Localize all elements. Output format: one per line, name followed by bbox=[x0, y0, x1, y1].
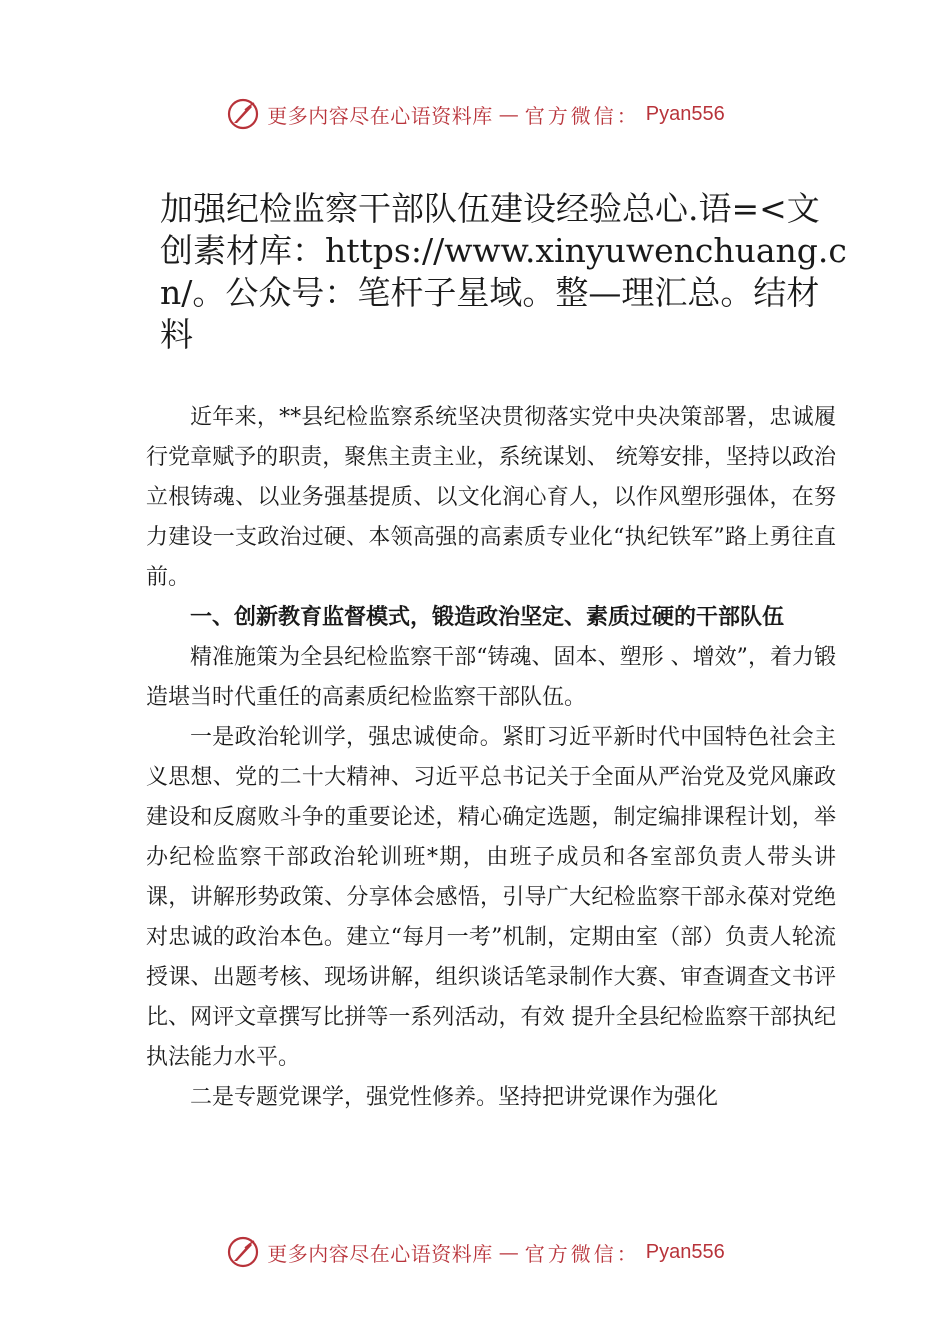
quill-circle-logo-icon bbox=[225, 96, 261, 132]
document-title: 加强纪检监察干部队伍建设经验总心.语=<文创素材库：https://www.xinyuwenchuang.cn/。公众号：笔杆子星域。整—理汇总。结材料 bbox=[160, 189, 847, 354]
banner-text: 更多内容尽在心语资料库 bbox=[267, 103, 493, 128]
banner-dash: — bbox=[498, 102, 519, 126]
paragraph-point-2: 二是专题党课学，强党性修养。坚持把讲党课作为强化 bbox=[190, 1085, 719, 1110]
banner-wechat-id: Pyan556 bbox=[645, 1240, 725, 1263]
paragraph-section-1-summary: 精准施策为全县纪检监察干部“铸魂、固本、塑形 、增效”，着力锻造堪当时代重任的高素质纪检监察干部队伍。 bbox=[146, 645, 836, 710]
header-watermark-banner bbox=[0, 94, 950, 134]
banner-wechat-label: 官方微信： bbox=[524, 1241, 640, 1266]
document-body bbox=[146, 398, 836, 1118]
banner-dash: — bbox=[498, 1240, 519, 1264]
banner-wechat-label: 官方微信： bbox=[524, 103, 640, 128]
banner-wechat-id: Pyan556 bbox=[645, 102, 725, 125]
banner-text: 更多内容尽在心语资料库 bbox=[267, 1241, 493, 1266]
footer-watermark-banner bbox=[0, 1232, 950, 1272]
paragraph-intro: 近年来，**县纪检监察系统坚决贯彻落实党中央决策部署，忠诚履行党章赋予的职责，聚焦主责主业，系统谋划、 统筹安排，坚持以政治立根铸魂、以业务强基提质、以文化润心育人，以作风塑形强体，在努力建设一支政治过硬、本领高强的高素质专业化“执纪铁军”路上勇往直前。 bbox=[146, 405, 836, 590]
paragraph-point-1: 一是政治轮训学，强忠诚使命。紧盯习近平新时代中国特色社会主义思想、党的二十大精神、习近平总书记关于全面从严治党及党风廉政建设和反腐败斗争的重要论述，精心确定选题，制定编排课程计划，举办纪检监察干部政治轮训班*期，由班子成员和各室部负责人带头讲课，讲解形势政策、分享体会感悟，引导广大纪检监察干部永葆对党绝对忠诚的政治本色。建立“每月一考”机制，定期由室（部）负责人轮流授课、出题考核、现场讲解，组织谈话笔录制作大赛、审查调查文书评比、网评文章撰写比拼等一系列活动，有效 提升全县纪检监察干部执纪执法能力水平。 bbox=[146, 725, 836, 1070]
section-heading-1: 一、创新教育监督模式，锻造政治坚定、素质过硬的干部队伍 bbox=[190, 605, 785, 630]
quill-circle-logo-icon bbox=[225, 1234, 261, 1270]
